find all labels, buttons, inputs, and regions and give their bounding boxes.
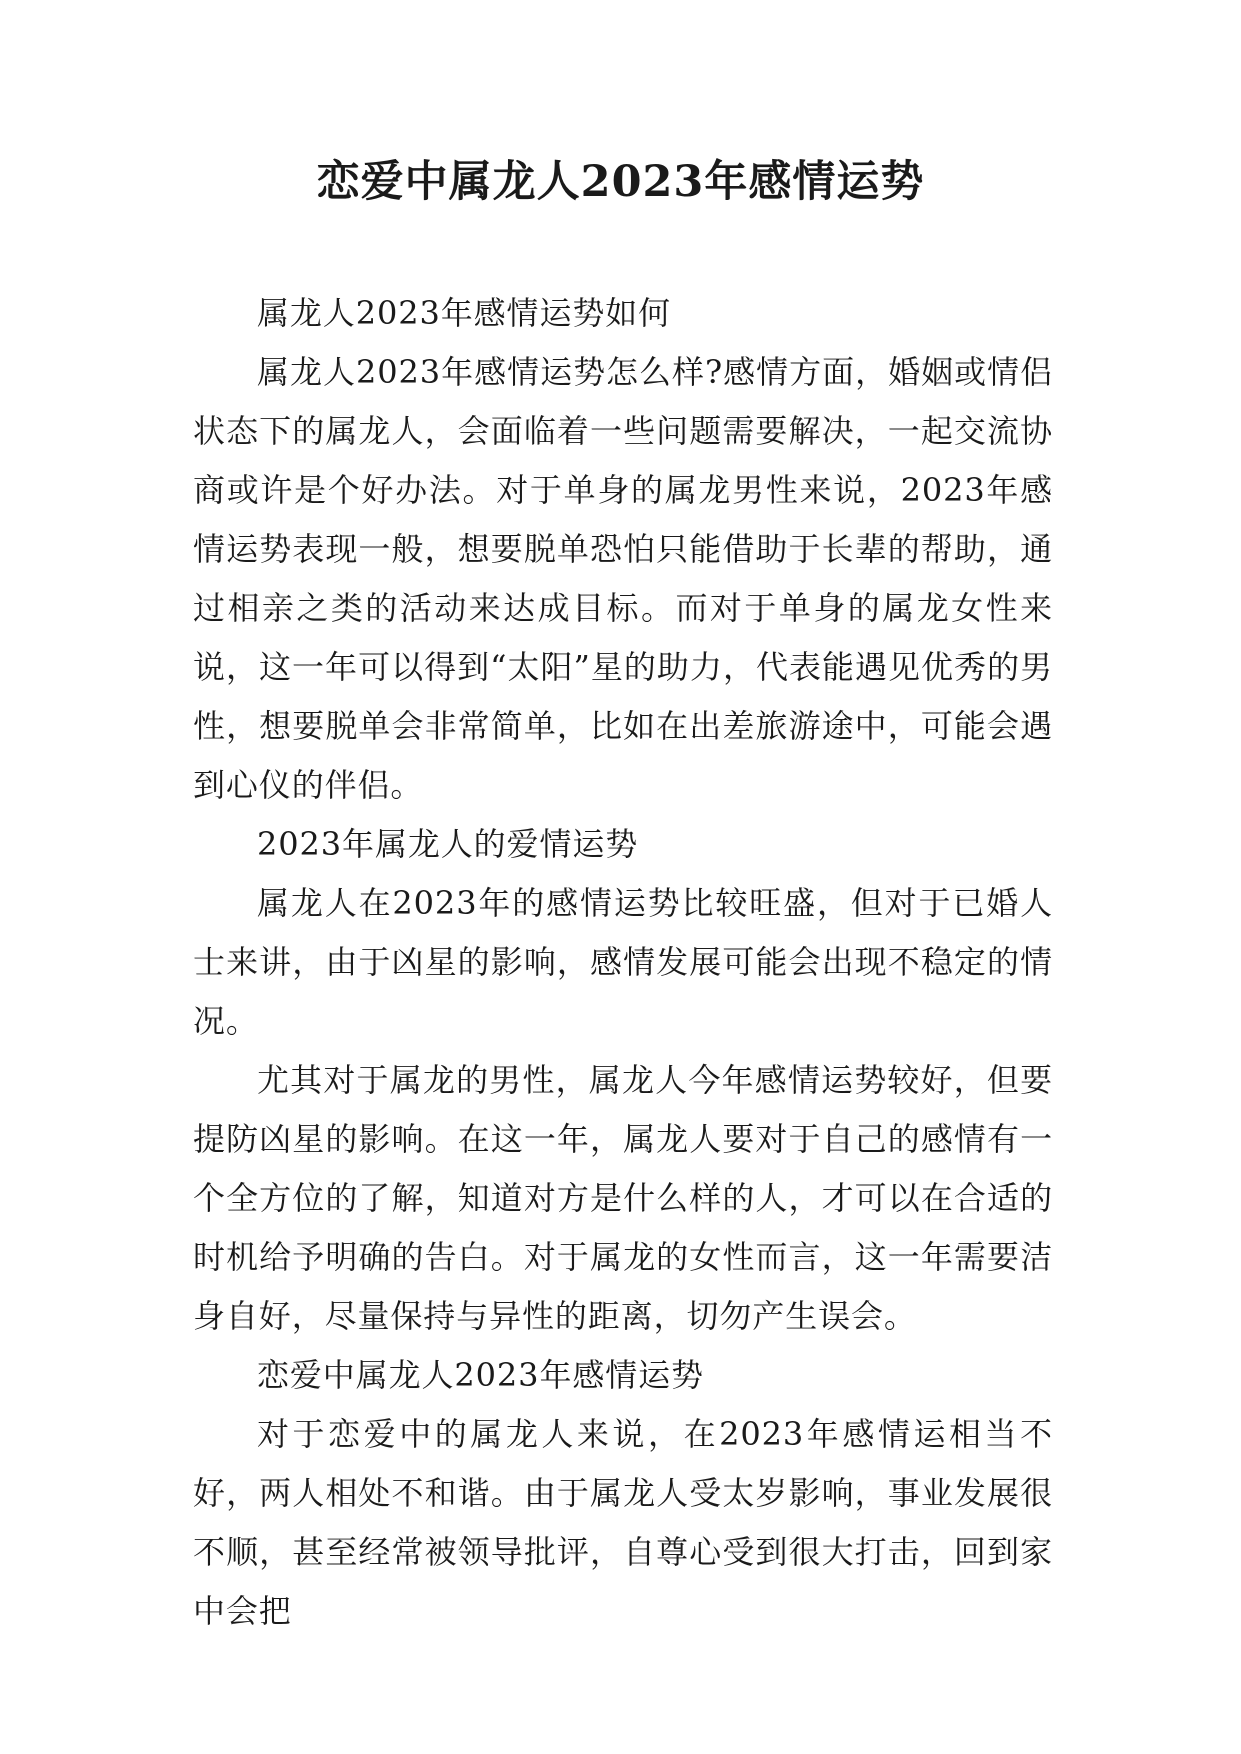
page-title: 恋爱中属龙人2023年感情运势 xyxy=(316,157,925,207)
body-paragraph: 对于恋爱中的属龙人来说，在2023年感情运相当不好，两人相处不和谐。由于属龙人受太岁影响，事业发展很不顺，甚至经常被领导批评，自尊心受到很大打击，回到家中会把 xyxy=(193,1415,1053,1630)
body-paragraph: 属龙人在2023年的感情运势比较旺盛，但对于已婚人士来讲，由于凶星的影响，感情发展可能会出现不稳定的情况。 xyxy=(193,884,1053,1040)
body-paragraph: 尤其对于属龙的男性，属龙人今年感情运势较好，但要提防凶星的影响。在这一年，属龙人要对于自己的感情有一个全方位的了解，知道对方是什么样的人，才可以在合适的时机给予明确的告白。对于属龙的女性而言，这一年需要洁身自好，尽量保持与异性的距离，切勿产生误会。 xyxy=(193,1061,1053,1335)
section-heading: 2023年属龙人的爱情运势 xyxy=(257,825,639,863)
section-heading: 属龙人2023年感情运势如何 xyxy=(257,294,672,332)
document-body xyxy=(193,284,1053,1641)
section-heading: 恋爱中属龙人2023年感情运势 xyxy=(257,1356,704,1394)
body-paragraph: 属龙人2023年感情运势怎么样?感情方面，婚姻或情侣状态下的属龙人，会面临着一些问题需要解决，一起交流协商或许是个好办法。对于单身的属龙男性来说，2023年感情运势表现一般，想要脱单恐怕只能借助于长辈的帮助，通过相亲之类的活动来达成目标。而对于单身的属龙女性来说，这一年可以得到“太阳”星的助力，代表能遇见优秀的男性，想要脱单会非常简单，比如在出差旅游途中，可能会遇到心仪的伴侣。 xyxy=(193,353,1053,804)
